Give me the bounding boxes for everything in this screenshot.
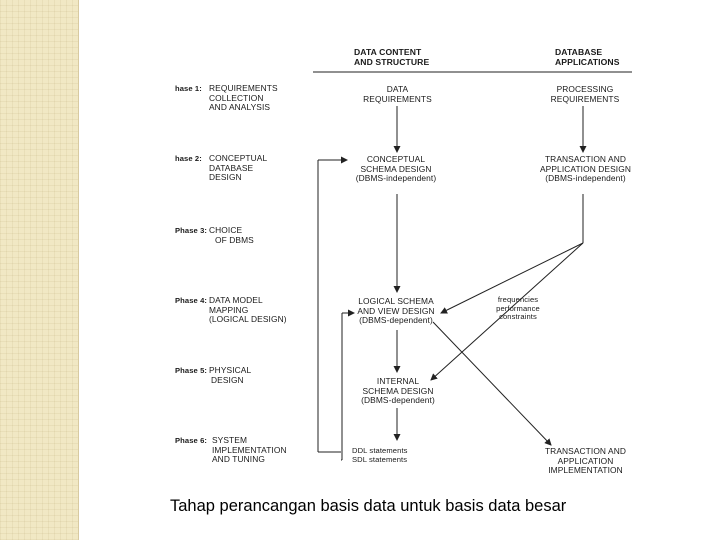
logical-schema-design-box: LOGICAL SCHEMA AND VIEW DESIGN (DBMS-dependent)	[357, 296, 435, 325]
phase-text: SYSTEM IMPLEMENTATION AND TUNING	[212, 435, 287, 464]
processing-requirements-box: PROCESSING REQUIREMENTS	[550, 84, 620, 104]
data-requirements-box: DATA REQUIREMENTS	[363, 84, 432, 104]
phase-text: DATA MODEL MAPPING (LOGICAL DESIGN)	[209, 295, 287, 324]
phase-label: Phase 4:	[175, 296, 208, 305]
phase-label: Phase 5:	[175, 366, 208, 375]
frequencies-constraints-note: frequencies performance constraints	[496, 295, 540, 321]
phase-text: CHOICE OF DBMS	[209, 225, 254, 245]
internal-schema-design-box: INTERNAL SCHEMA DESIGN (DBMS-dependent)	[361, 376, 435, 405]
phase-text: PHYSICAL DESIGN	[209, 365, 252, 385]
figure-caption: Tahap perancangan basis data untuk basis data besar	[170, 497, 567, 515]
phase-label: Phase 6:	[175, 436, 208, 445]
phase-label: hase 1:	[175, 84, 202, 93]
applications-column-header: DATABASE APPLICATIONS	[555, 47, 620, 67]
ddl-sdl-statements-box: DDL statements SDL statements	[352, 446, 408, 464]
phase-label: Phase 3:	[175, 226, 208, 235]
transaction-implementation-box: TRANSACTION AND APPLICATION IMPLEMENTATION	[544, 446, 627, 475]
conceptual-schema-design-box: CONCEPTUAL SCHEMA DESIGN (DBMS-independent)	[355, 154, 437, 183]
phase-text: CONCEPTUAL DATABASE DESIGN	[209, 153, 268, 182]
phase-text: REQUIREMENTS COLLECTION AND ANALYSIS	[209, 83, 278, 112]
phase-label: hase 2:	[175, 154, 202, 163]
transaction-design-box: TRANSACTION AND APPLICATION DESIGN (DBMS-independent)	[540, 154, 631, 183]
data-column-header: DATA CONTENT AND STRUCTURE	[354, 47, 430, 67]
